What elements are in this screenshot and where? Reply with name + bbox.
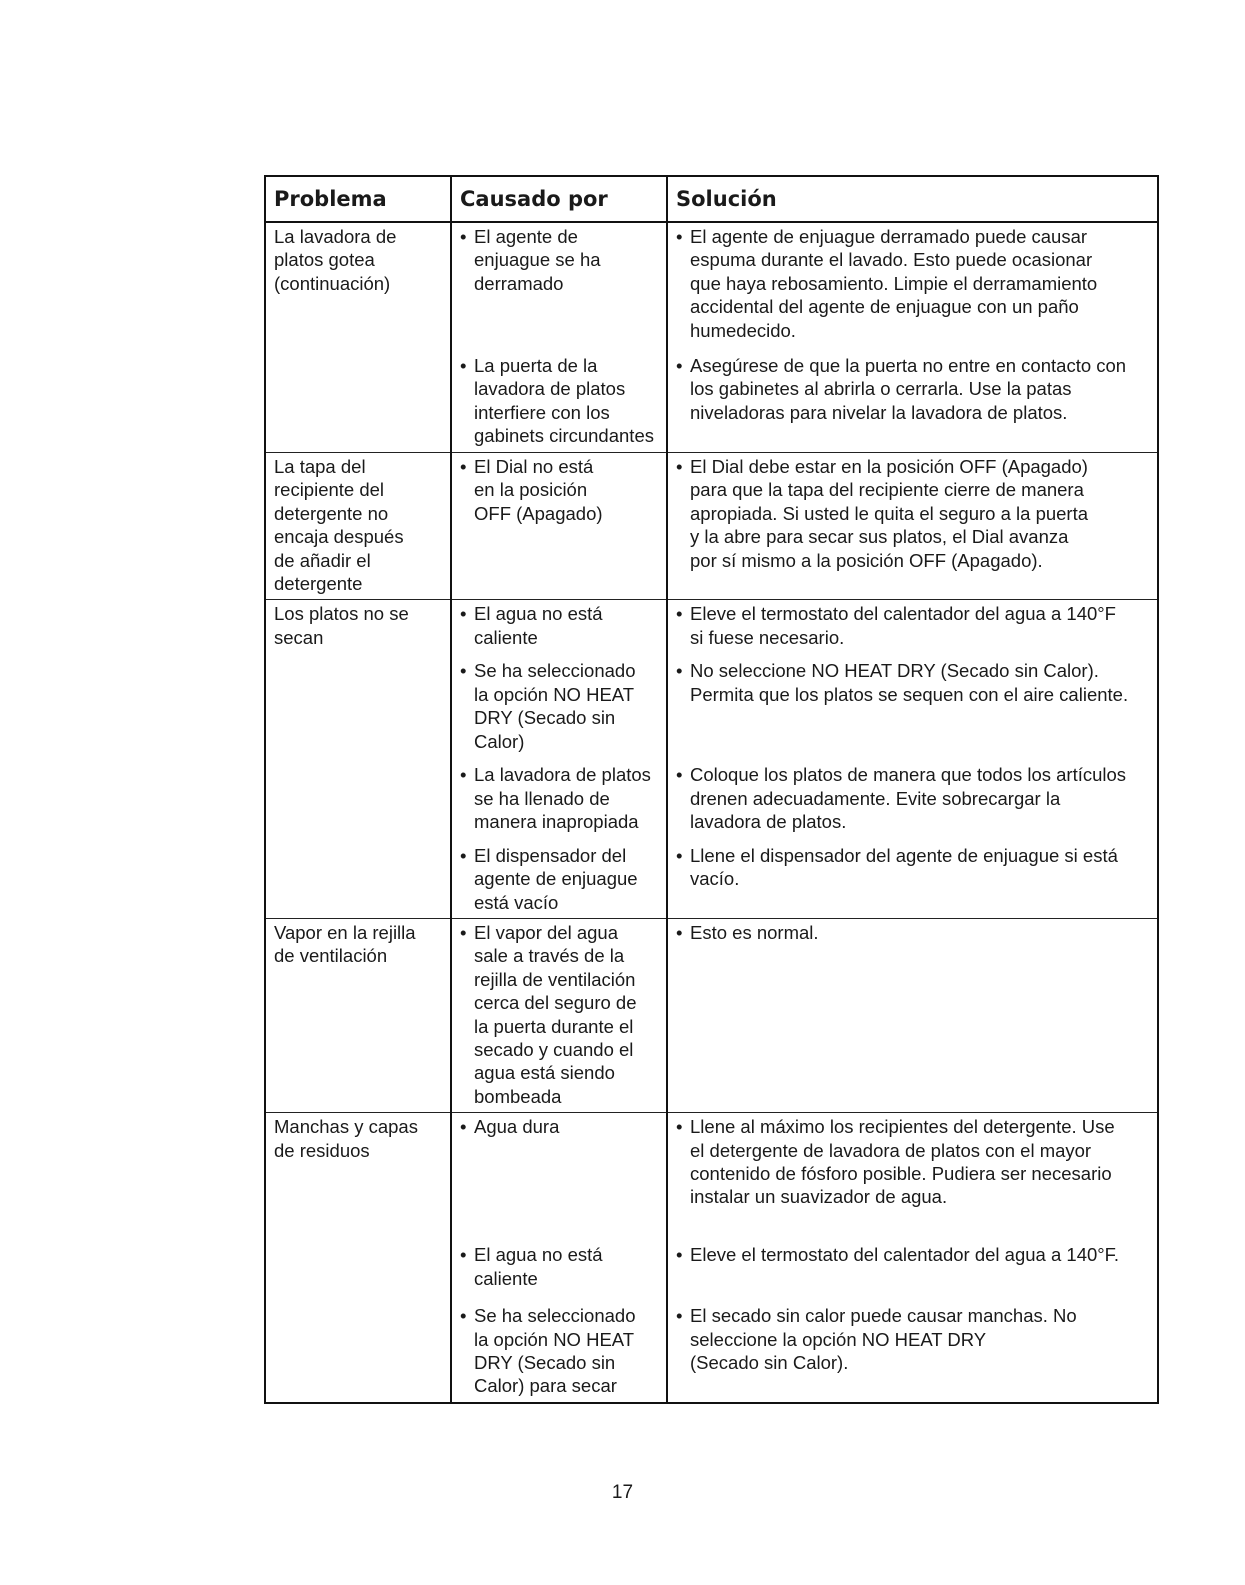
bullet-icon: • [676, 1305, 683, 1327]
cause-text: El agua no está caliente [474, 1244, 603, 1289]
solution-text: El secado sin calor puede causar manchas. No seleccione la opción NO HEAT DRY (Secado sin Calor). [690, 1305, 1077, 1373]
bullet-icon: • [460, 355, 467, 376]
bullet-icon: • [460, 921, 467, 943]
solution-cell [667, 1113, 1158, 1404]
bullet-icon: • [460, 226, 467, 247]
bullet-icon: • [460, 660, 467, 682]
cause-text: El dispensador del agente de enjuague está vacío [474, 844, 638, 913]
bullet-icon: • [676, 844, 683, 866]
problem-text: La lavadora de platos gotea (continuación) [274, 226, 397, 294]
header-cause: Causado por [451, 176, 667, 222]
solution-cell [667, 453, 1158, 600]
cause-item [452, 921, 666, 1108]
cause-text: Se ha seleccionado la opción NO HEAT DRY (Secado sin Calor) [474, 660, 636, 752]
problem-cell [265, 453, 451, 600]
problem-text: Vapor en la rejilla de ventilación [274, 921, 416, 967]
solution-item [668, 763, 1157, 833]
table-row [265, 453, 1158, 600]
table-row [265, 1113, 1158, 1404]
cause-item [452, 844, 666, 914]
problem-text: Los platos no se secan [274, 603, 409, 648]
bullet-icon: • [676, 355, 683, 377]
cause-item [452, 1243, 666, 1290]
bullet-icon: • [676, 921, 683, 943]
cause-cell [451, 453, 667, 600]
page-number: 17 [611, 1482, 634, 1503]
cause-cell [451, 222, 667, 453]
cause-item [452, 1115, 666, 1209]
solution-text: El agente de enjuague derramado puede causar espuma durante el lavado. Esto puede ocasionar que haya rebosamiento. Limpie el derramamiento accidental del agente de enjuague con un paño humedecido. [690, 226, 1098, 341]
solution-cell [667, 222, 1158, 453]
bullet-icon: • [460, 764, 467, 786]
solution-item [668, 455, 1157, 572]
solution-text: Eleve el termostato del calentador del agua a 140°F. [690, 1244, 1120, 1266]
problem-text: Manchas y capas de residuos [274, 1116, 418, 1161]
table-row [265, 600, 1158, 918]
bullet-icon: • [676, 660, 683, 682]
solution-item [668, 225, 1157, 342]
table-row [265, 918, 1158, 1112]
cause-text: El Dial no está en la posición OFF (Apagado) [474, 456, 603, 524]
bullet-icon: • [676, 456, 683, 478]
troubleshooting-table [264, 175, 1159, 1404]
bullet-icon: • [460, 1116, 467, 1138]
cause-item [452, 225, 666, 342]
problem-cell [265, 918, 451, 1112]
solution-text: Asegúrese de que la puerta no entre en contacto con los gabinetes al abrirla o cerrarla. Use la patas niveladoras para nivelar la lavadora de platos. [690, 355, 1127, 423]
solution-item [668, 1115, 1157, 1209]
solution-item [668, 659, 1157, 753]
cause-text: El agua no está caliente [474, 603, 603, 648]
cause-cell [451, 1113, 667, 1404]
solution-text: El Dial debe estar en la posición OFF (Apagado) para que la tapa del recipiente cierre de manera apropiada. Si usted le quita el seguro a la puerta y la abre para secar sus platos, el Dial avanza por sí mismo a la posición OFF (Apagado). [690, 456, 1089, 571]
problem-text: La tapa del recipiente del detergente no encaja después de añadir el detergente [274, 456, 404, 595]
table-body [265, 222, 1158, 1403]
header-problem: Problema [265, 176, 451, 222]
solution-item [668, 844, 1157, 914]
solution-text: Coloque los platos de manera que todos los artículos drenen adecuadamente. Evite sobrecargar la lavadora de platos. [690, 764, 1127, 833]
solution-item [668, 1304, 1157, 1398]
bullet-icon: • [676, 764, 683, 786]
cause-item [452, 763, 666, 833]
solution-text: No seleccione NO HEAT DRY (Secado sin Calor). Permita que los platos se sequen con el aire caliente. [690, 660, 1129, 705]
bullet-icon: • [676, 603, 683, 625]
bullet-icon: • [460, 1305, 467, 1327]
solution-text: Llene al máximo los recipientes del detergente. Use el detergente de lavadora de platos con el mayor contenido de fósforo posible. Pudiera ser necesario instalar un suavizador de agua. [690, 1116, 1115, 1208]
bullet-icon: • [460, 603, 467, 625]
solution-cell [667, 918, 1158, 1112]
cause-item [452, 602, 666, 649]
cause-cell [451, 600, 667, 918]
solution-text: Llene el dispensador del agente de enjuague si está vacío. [690, 844, 1118, 890]
cause-text: El vapor del agua sale a través de la rejilla de ventilación cerca del seguro de la puerta durante el secado y cuando el agua está siendo bombeada [474, 921, 637, 1107]
table-row [265, 222, 1158, 453]
solution-text: Eleve el termostato del calentador del agua a 140°F si fuese necesario. [690, 603, 1116, 648]
header-solution: Solución [667, 176, 1158, 222]
cause-item [452, 659, 666, 753]
solution-item [668, 354, 1157, 448]
bullet-icon: • [460, 1244, 467, 1266]
problem-cell [265, 600, 451, 918]
cause-cell [451, 918, 667, 1112]
cause-text: La puerta de la lavadora de platos interfiere con los gabinets circundantes [474, 355, 654, 447]
solution-cell [667, 600, 1158, 918]
problem-cell [265, 222, 451, 453]
bullet-icon: • [460, 456, 467, 478]
cause-text: Agua dura [474, 1116, 560, 1138]
bullet-icon: • [676, 1244, 683, 1266]
problem-cell [265, 1113, 451, 1404]
table-header-row [265, 176, 1158, 222]
bullet-icon: • [676, 1116, 683, 1138]
solution-item [668, 602, 1157, 649]
cause-item [452, 455, 666, 572]
cause-item [452, 354, 666, 448]
bullet-icon: • [460, 844, 467, 866]
solution-text: Esto es normal. [690, 921, 819, 943]
bullet-icon: • [676, 226, 683, 247]
cause-text: El agente de enjuague se ha derramado [474, 226, 601, 294]
cause-item [452, 1304, 666, 1398]
cause-text: La lavadora de platos se ha llenado de manera inapropiada [474, 764, 651, 833]
cause-text: Se ha seleccionado la opción NO HEAT DRY (Secado sin Calor) para secar [474, 1305, 636, 1397]
solution-item [668, 1243, 1157, 1290]
solution-item [668, 921, 1157, 1108]
